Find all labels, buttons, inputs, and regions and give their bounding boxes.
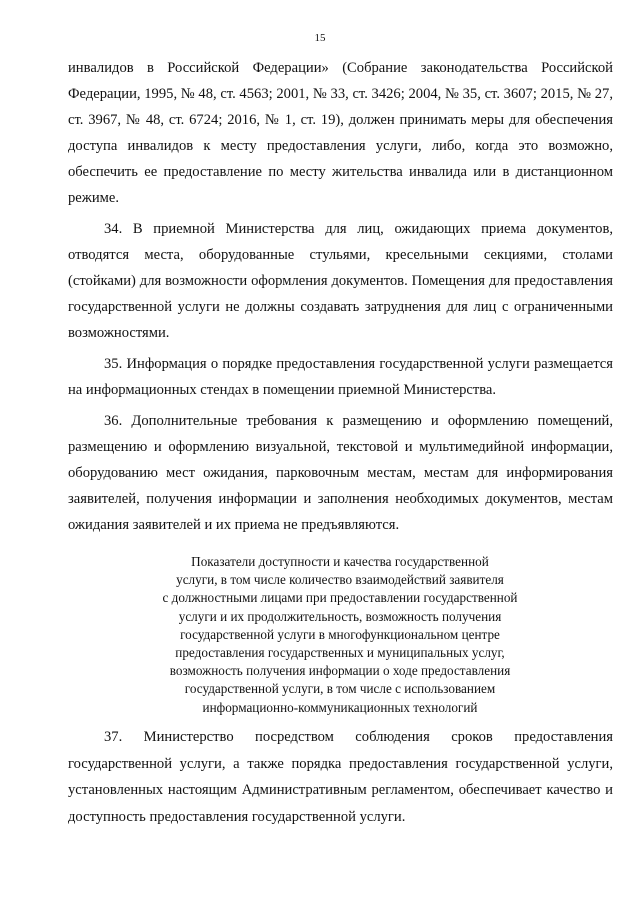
section-heading [110,553,570,717]
paragraph-continuation: инвалидов в Российской Федерации» (Собрание законодательства Российской Федерации, 1995, № 48, ст. 4563; 2001, № 33, ст. 3426; 2004, № 35, ст. 3607; 2015, № 27, ст. 3967, № 48, ст. 6724; 2016, № 1, ст. 19), должен принимать меры для обеспечения доступа инвалидов к месту предоставления услуги, либо, когда это возможно, обеспечить ее предоставление по месту жительства инвалида или в дистанционном режиме. [68,60,613,206]
document-body [68,55,613,543]
page-number: 15 [314,32,326,44]
heading-line: с должностными лицами при предоставлении государственной [162,590,518,606]
paragraph-35: 35. Информация о порядке предоставления государственной услуги размещается на информационных стендах в помещении приемной Министерства. [68,356,613,398]
heading-line: возможность получения информации о ходе предоставления [169,663,511,679]
heading-line: Показатели доступности и качества государственной [191,554,489,569]
heading-line: предоставления государственных и муниципальных услуг, [175,645,505,661]
heading-line: информационно-коммуникационных технологий [202,699,478,715]
heading-line: государственной услуги в многофункциональном центре [180,626,500,642]
paragraph-37: 37. Министерство посредством соблюдения сроков предоставления государственной услуги, а также порядка предоставления государственной услуги, установленных настоящим Административным регламентом, обеспечивает качество и доступность предоставления государственной услуги. [68,729,613,825]
heading-line: услуги и их продолжительность, возможность получения [178,608,502,624]
paragraph-36: 36. Дополнительные требования к размещению и оформлению помещений, размещению и оформлению визуальной, текстовой и мультимедийной информации, оборудованию мест ожидания, парковочным местам, местам для информирования заявителей, получения информации и заполнения необходимых документов, местам ожидания заявителей и их приема не предъявляются. [68,413,613,533]
heading-line: услуги, в том числе количество взаимодействий заявителя [176,572,504,588]
heading-line: государственной услуги, в том числе с использованием [184,681,496,697]
paragraph-34: 34. В приемной Министерства для лиц, ожидающих приема документов, отводятся места, оборудованные стульями, кресельными секциями, столами (стойками) для возможности оформления документов. Помещения для предоставления государственной услуги не должны создавать затруднения для лиц с ограниченными возможностями. [68,221,613,341]
document-body-continued [68,724,613,830]
